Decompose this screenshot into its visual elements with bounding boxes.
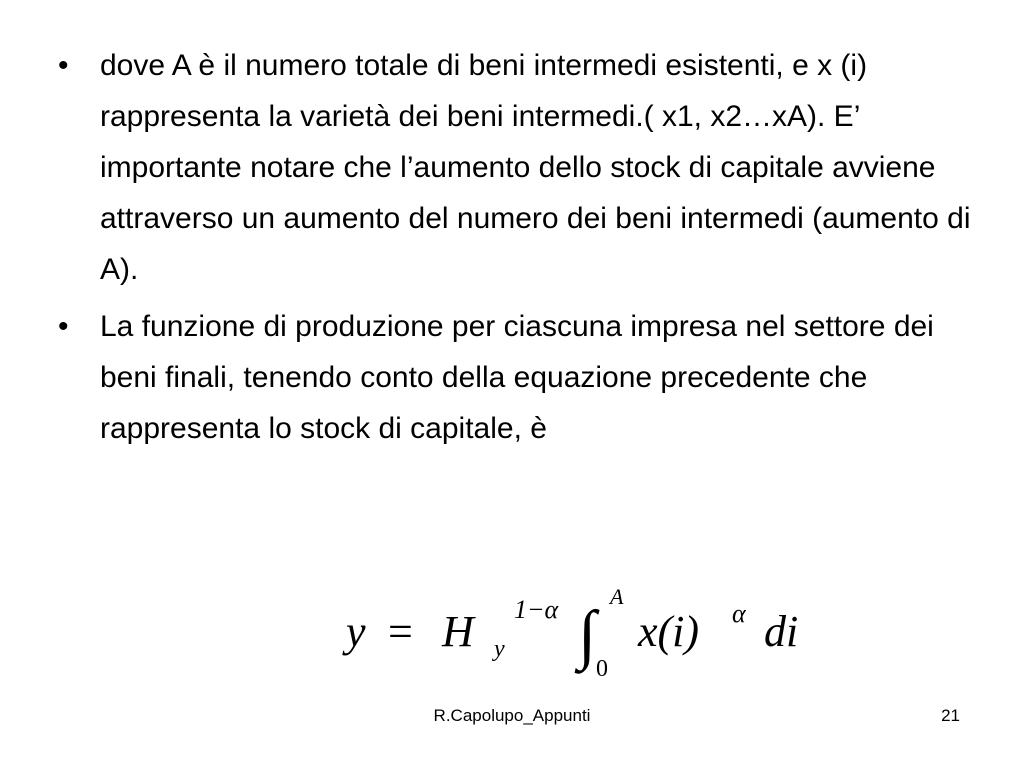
bullet-text: dove A è il numero totale di beni intermedi esistenti, e x (i) rappresenta la varietà dei beni intermedi.( x1, x2…xA). E’ importante notare che l’aumento dello stock di capitale avviene attraverso un aumento del numero dei beni intermedi (aumento di A). bbox=[100, 49, 971, 286]
formula-differential: di bbox=[764, 607, 799, 656]
footer-author: R.Capolupo_Appunti bbox=[433, 706, 591, 725]
bullet-list bbox=[58, 40, 978, 460]
formula-integral: ∫ bbox=[578, 598, 597, 671]
formula-lhs: y bbox=[346, 607, 366, 656]
bullet-text: La funzione di produzione per ciascuna impresa nel settore dei beni finali, tenendo conto della equazione precedente che rappresenta lo stock di capitale, è bbox=[100, 310, 934, 445]
formula-H: H bbox=[442, 607, 474, 656]
bullet-item-2 bbox=[58, 301, 978, 454]
bullet-item-1 bbox=[58, 40, 978, 295]
production-function-formula bbox=[340, 580, 840, 690]
formula-lower-limit: 0 bbox=[596, 656, 608, 682]
formula-equals: = bbox=[388, 607, 413, 656]
formula-subscript: y bbox=[494, 636, 505, 662]
page-number: 21 bbox=[941, 706, 960, 725]
formula-upper-limit: A bbox=[610, 584, 624, 609]
formula-integrand: x(i) bbox=[638, 607, 700, 656]
formula-integrand-exponent: α bbox=[732, 599, 746, 628]
bullet-marker: • bbox=[58, 310, 69, 343]
bullet-marker: • bbox=[58, 49, 69, 82]
formula-exponent: 1−α bbox=[514, 595, 559, 624]
